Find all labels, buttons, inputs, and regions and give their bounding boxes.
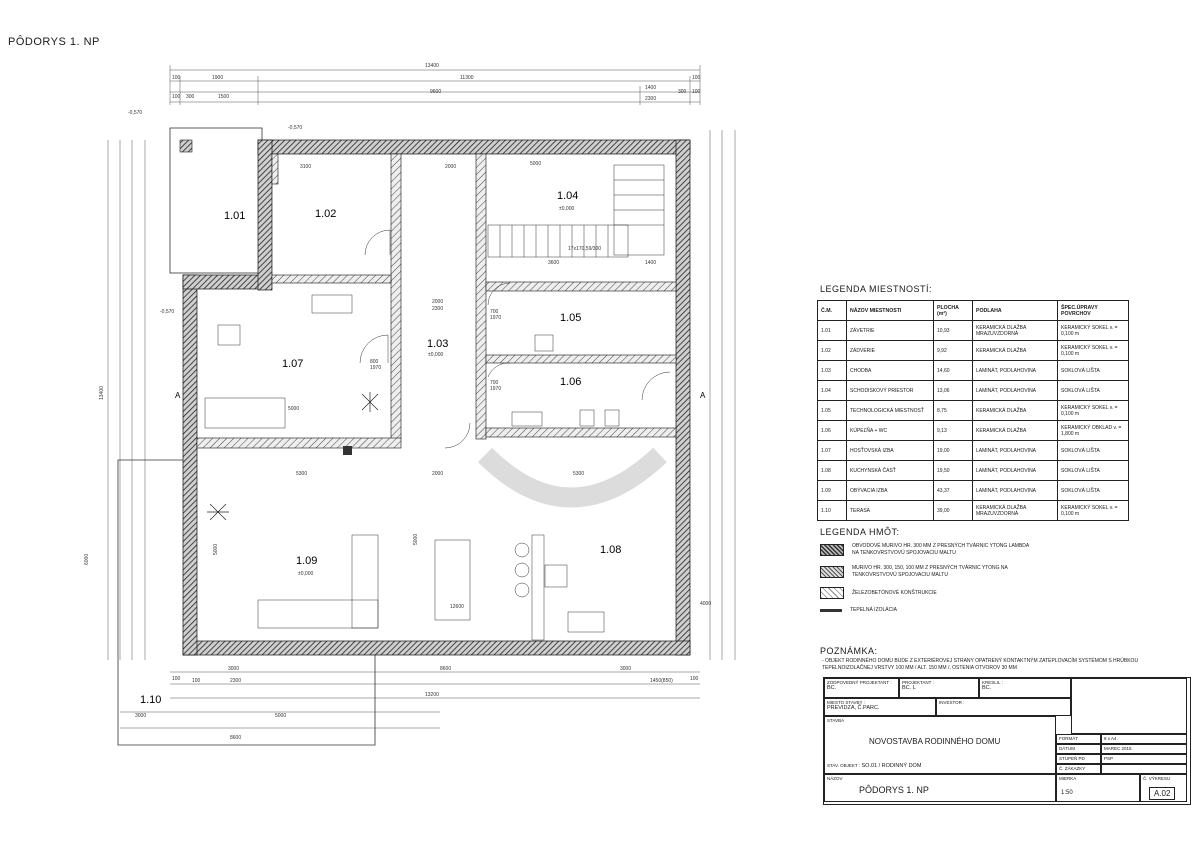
dim-top-r3-3: 9600 — [430, 89, 442, 95]
dim-top-r3-1: 300 — [186, 94, 195, 100]
legend-room-cell: SOKLOVÁ LIŠTA — [1058, 441, 1129, 461]
legend-room-cell: KERAMICKÝ SOKEL v. = 0,100 m — [1058, 321, 1129, 341]
legend-room-cell: LAMINÁT, PODLAHOVINA — [973, 461, 1058, 481]
dim-top-r2-1: 1900 — [212, 75, 224, 81]
level-mark-1: -0,570 — [288, 125, 303, 131]
material-interior-wall — [820, 565, 1140, 579]
tb-logo-box — [1071, 678, 1187, 734]
dim-bot-r2-2: 1450(850) — [650, 678, 673, 684]
material-label-1: MURIVO HR. 300, 150, 100 MM Z PRESNÝCH TVÁRNIC YTONG NA TENKOVRSTVOVÚ SPOJOVACIU MALTU — [852, 565, 1008, 578]
dim-bot-r1-4: 100 — [690, 676, 699, 682]
dim-top-r2-0: 100 — [172, 75, 181, 81]
legend-col-name: NÁZOV MIESTNOSTI — [847, 301, 934, 321]
dim-int-15: 6000 — [84, 553, 90, 565]
left-dimension-lines — [108, 140, 145, 660]
material-label-0: OBVODOVÉ MURIVO HR. 300 MM Z PRESNÝCH TVÁRNIC YTONG LAMBDA NA TENKOVRSTVOVÚ SPOJOVACIU MALTU — [852, 543, 1029, 556]
room-1-06: 1.06 — [560, 376, 582, 388]
legend-room-cell: LAMINÁT, PODLAHOVINA — [973, 381, 1058, 401]
legend-room-cell: 1.03 — [818, 361, 847, 381]
kitchen-sink — [568, 612, 604, 632]
dim-int-7: 5000 — [288, 406, 300, 412]
wc — [580, 410, 594, 426]
dim-bot-r1-3: 3000 — [620, 666, 632, 672]
dim-int-14: 4000 — [700, 601, 712, 607]
bidet — [605, 410, 619, 426]
dim-bot-outer-2: 8600 — [230, 735, 242, 741]
legend-room-cell: LAMINÁT, PODLAHOVINA — [973, 361, 1058, 381]
room-1-07: 1.07 — [282, 358, 304, 370]
dim-int-10: 5300 — [573, 471, 585, 477]
material-insulation — [820, 607, 1140, 614]
dim-int-1: 2000 — [445, 164, 457, 170]
legend-room-row — [818, 501, 1129, 521]
room-1-03-level: ±0,000 — [428, 352, 444, 358]
legend-room-cell: 1.01 — [818, 321, 847, 341]
dim-int-6: 2300 — [432, 306, 444, 312]
tb-format-label: FORMÁT — [1059, 736, 1078, 741]
legend-room-cell: CHODBA — [847, 361, 934, 381]
legend-room-cell: OBÝVACIA IZBA — [847, 481, 934, 501]
tb-stupen-value: PSP — [1104, 756, 1114, 761]
dim-int-4: 1400 — [645, 260, 657, 266]
tb-nazov — [824, 774, 1056, 802]
dim-bot-r2-0: 100 — [192, 678, 201, 684]
legend-room-cell: HOSŤOVSKÁ IZBA — [847, 441, 934, 461]
tb-kreslil — [979, 678, 1071, 698]
washbasin — [512, 412, 542, 426]
bottom-dimension-lines — [120, 672, 700, 728]
legend-rooms-table — [817, 300, 1129, 521]
section-mark-right: A — [700, 391, 706, 400]
top-dimension-lines — [170, 65, 700, 105]
tb-kreslil-value: BC. — [982, 685, 992, 691]
legend-room-cell: LAMINÁT, PODLAHOVINA — [973, 481, 1058, 501]
tb-nazov-label: NÁZOV — [827, 776, 843, 781]
furniture — [205, 295, 622, 640]
tb-mierka-value: 1:50 — [1061, 790, 1073, 796]
legend-room-cell: 10,93 — [934, 321, 973, 341]
legend-col-area: PLOCHA (m²) — [934, 301, 973, 321]
legend-room-row — [818, 441, 1129, 461]
dim-bot-outer-1: 5000 — [275, 713, 287, 719]
dim-top-r3b: 2300 — [645, 96, 657, 102]
legend-col-finish: ŠPEC.ÚPRAVY POVRCHOV — [1058, 301, 1129, 321]
room-1-10: 1.10 — [140, 694, 162, 706]
tb-miesto — [824, 698, 936, 716]
dim-top-r2-3: 100 — [692, 75, 701, 81]
dim-int-11: 12600 — [450, 604, 464, 610]
legend-room-row — [818, 461, 1129, 481]
legend-room-cell: KERAMICKÝ OBKLAD v. = 1,800 m — [1058, 421, 1129, 441]
legend-materials — [820, 543, 1140, 622]
legend-rooms-table-wrap — [817, 300, 1129, 521]
tb-format-value-cell — [1101, 734, 1187, 744]
legend-room-row — [818, 381, 1129, 401]
legend-room-cell: KERAMICKÝ SOKEL v. = 0,100 m — [1058, 501, 1129, 521]
material-label-3: TEPELNÁ IZOLÁCIA — [850, 607, 897, 613]
legend-room-cell: SCHODISKOVÝ PRIESTOR — [847, 381, 934, 401]
dim-bot-outer-0: 3000 — [135, 713, 147, 719]
tb-stavba-label: STAVBA — [827, 718, 845, 723]
chimney — [343, 446, 352, 455]
legend-room-cell: 1.04 — [818, 381, 847, 401]
dim-int-0: 3100 — [300, 164, 312, 170]
tb-format-value: 8 x A4 — [1104, 736, 1117, 741]
tb-projektant-value: BC. L — [902, 685, 916, 691]
level-mark-0: -0,570 — [128, 110, 143, 116]
tb-stupen-label: STUPEŇ PD — [1059, 756, 1085, 761]
interior-wall-swatch — [820, 566, 844, 578]
level-mark-2: -0,570 — [160, 309, 175, 315]
legend-room-cell: 1.02 — [818, 341, 847, 361]
room-1-01: 1.01 — [224, 210, 246, 222]
legend-room-cell: KERAMICKÝ SOKEL v. = 0,100 m — [1058, 341, 1129, 361]
material-concrete — [820, 587, 1140, 599]
tb-kreslil-label: KRESLIL : — [982, 680, 1003, 685]
legend-room-row — [818, 341, 1129, 361]
sheet-title: PÔDORYS 1. NP — [8, 36, 100, 48]
dim-int-9: 2000 — [432, 471, 444, 477]
room-1-03: 1.03 — [427, 338, 449, 350]
tb-nazov-value: PÔDORYS 1. NP — [859, 785, 929, 795]
stair-label: 17x170,59/300 — [568, 246, 602, 252]
dim-top-r3-2: 1500 — [218, 94, 230, 100]
dim-top-overall: 13400 — [425, 63, 439, 69]
note-text: - OBJEKT RODINNÉHO DOMU BUDE Z EXTERIÉROVEJ STRANY OPATRENÝ KONTAKTNÝM ZATEPLOVACÍM SYSTÉMOM S HRÚBKOU TEPELNOIZOLAČNEJ VRSTVY 100 MM / ALT. 150 MM /, OSTENIA OTVOROV 30 MM — [822, 658, 1139, 671]
sofa-1-09 — [258, 600, 378, 628]
legend-room-row — [818, 421, 1129, 441]
tb-stavba-value: NOVOSTAVBA RODINNÉHO DOMU — [869, 737, 1001, 746]
door-h-2: 1970 — [490, 386, 502, 392]
bed-1-07 — [205, 398, 285, 428]
sofa-side-1-09 — [352, 535, 378, 628]
room-1-08: 1.08 — [600, 544, 622, 556]
legend-room-cell: 1.05 — [818, 401, 847, 421]
tb-stupen-label-cell — [1056, 754, 1101, 764]
door-w-2: 700 — [490, 380, 499, 386]
dim-top-r3-5: 300 — [678, 89, 687, 95]
legend-room-row — [818, 361, 1129, 381]
door-h-1: 1970 — [490, 315, 502, 321]
legend-rooms-title: LEGENDA MIESTNOSTÍ: — [820, 284, 933, 294]
room-1-04: 1.04 — [557, 190, 579, 202]
note-title: POZNÁMKA: — [820, 646, 878, 656]
legend-room-cell: ZÁVETRIE — [847, 321, 934, 341]
tb-miesto-label: MIESTO STAVBY : — [827, 700, 865, 705]
tb-zodpovedny-value: BC. — [827, 685, 837, 691]
title-block — [823, 677, 1191, 805]
tb-projektant-label: PROJEKTANT : — [902, 680, 934, 685]
exterior-wall-swatch — [820, 544, 844, 556]
tb-vykres-value: A.02 — [1149, 787, 1175, 800]
legend-room-cell: 19,50 — [934, 461, 973, 481]
legend-room-row — [818, 401, 1129, 421]
legend-room-cell: SOKLOVÁ LIŠTA — [1058, 381, 1129, 401]
tb-datum-value: MAREC 2015 — [1104, 746, 1132, 751]
desk-chair-1-07 — [218, 325, 240, 345]
dim-bot-r1-1: 3000 — [228, 666, 240, 672]
dim-top-r3-4: 1400 — [645, 85, 657, 91]
tb-zakazky-label-cell — [1056, 764, 1101, 774]
legend-room-cell: 1.07 — [818, 441, 847, 461]
room-1-09: 1.09 — [296, 555, 318, 567]
legend-room-cell: KERAMICKÁ DLAŽBA — [973, 421, 1058, 441]
tb-stav-objekt-value: SO.01 / RODINNÝ DOM — [861, 763, 922, 769]
legend-room-cell: 1.09 — [818, 481, 847, 501]
material-exterior-wall — [820, 543, 1140, 557]
tb-zakazky-value-cell — [1101, 764, 1187, 774]
legend-room-cell: 1.10 — [818, 501, 847, 521]
tb-format-label-cell — [1056, 734, 1101, 744]
room-1-05: 1.05 — [560, 312, 582, 324]
right-dimension-lines — [710, 130, 735, 660]
dim-int-2: 5000 — [530, 161, 542, 167]
legend-room-cell: KERAMICKÁ DLAŽBA MRAZUVZDORNÁ — [973, 321, 1058, 341]
legend-materials-title: LEGENDA HMÔT: — [820, 527, 900, 537]
dim-int-5: 2000 — [432, 299, 444, 305]
legend-room-cell: ZÁDVERIE — [847, 341, 934, 361]
legend-room-cell: 19,00 — [934, 441, 973, 461]
material-label-2: ŽELEZOBETÓNOVÉ KONŠTRUKCIE — [852, 589, 937, 596]
tb-miesto-value: PREVIDZA, Č.PARC. — [827, 705, 880, 711]
tb-investor-label: INVESTOR : — [939, 700, 965, 705]
wardrobe — [312, 295, 352, 313]
door-w-0: 800 — [370, 359, 379, 365]
tech-sink — [535, 335, 553, 351]
legend-room-cell: KERAMICKÝ SOKEL v. = 0,100 m — [1058, 401, 1129, 421]
tb-zodpovedny — [824, 678, 899, 698]
tb-stavba — [824, 716, 1056, 774]
tb-mierka-label: MIERKA — [1059, 776, 1077, 781]
legend-room-cell: KERAMICKÁ DLAŽBA MRAZUVZDORNÁ — [973, 501, 1058, 521]
legend-room-cell: SOKLOVÁ LIŠTA — [1058, 361, 1129, 381]
door-h-0: 1970 — [370, 365, 382, 371]
legend-room-cell: 39,00 — [934, 501, 973, 521]
legend-room-row — [818, 321, 1129, 341]
dim-bot-r1-2: 8600 — [440, 666, 452, 672]
dim-bot-r2-1: 2300 — [230, 678, 242, 684]
legend-room-cell: KERAMICKÁ DLAŽBA — [973, 341, 1058, 361]
section-mark-left: A — [175, 391, 181, 400]
kitchen-island — [532, 535, 544, 640]
tb-stupen-value-cell — [1101, 754, 1187, 764]
dim-left-overall: 13400 — [99, 386, 105, 400]
legend-room-cell: 1.06 — [818, 421, 847, 441]
legend-room-cell: 14,60 — [934, 361, 973, 381]
legend-room-cell: TECHNOLOGICKÁ MIESTNOSŤ — [847, 401, 934, 421]
staircase — [488, 165, 664, 257]
legend-col-floor: PODLAHA — [973, 301, 1058, 321]
room-1-09-level: ±0,000 — [298, 571, 314, 577]
tb-stav-objekt-label: STAV. OBJEKT : — [827, 763, 861, 768]
legend-room-cell: SOKLOVÁ LIŠTA — [1058, 461, 1129, 481]
legend-room-cell: 9,92 — [934, 341, 973, 361]
dim-int-13: 5000 — [413, 533, 419, 545]
legend-room-cell: LAMINÁT, PODLAHOVINA — [973, 441, 1058, 461]
dim-top-r3-6: 100 — [692, 89, 701, 95]
concrete-swatch — [820, 587, 844, 599]
room-1-04-level: ±0,000 — [559, 206, 575, 212]
legend-room-cell: KUCHYNSKÁ ČASŤ — [847, 461, 934, 481]
tb-vykres-label: Č. VÝKRESU — [1143, 776, 1171, 781]
tb-datum-label: DÁTUM — [1059, 746, 1075, 751]
tb-projektant — [899, 678, 979, 698]
legend-room-cell: TERASA — [847, 501, 934, 521]
tb-zakazky-label: Č. ZÁKAZKY — [1059, 766, 1086, 771]
tb-investor — [936, 698, 1071, 716]
legend-room-cell: SOKLOVÁ LIŠTA — [1058, 481, 1129, 501]
legend-room-cell: 43,37 — [934, 481, 973, 501]
cooktop — [545, 565, 567, 587]
tb-datum-label-cell — [1056, 744, 1101, 754]
insulation-swatch — [820, 609, 842, 612]
tb-datum-value-cell — [1101, 744, 1187, 754]
dim-bot-r1-0: 100 — [172, 676, 181, 682]
legend-col-cm: Č.M. — [818, 301, 847, 321]
legend-room-cell: KÚPEĽŇA + WC — [847, 421, 934, 441]
dim-int-8: 5300 — [296, 471, 308, 477]
legend-room-row — [818, 481, 1129, 501]
room-1-02: 1.02 — [315, 208, 337, 220]
door-swings — [360, 230, 670, 448]
legend-room-cell: 9,13 — [934, 421, 973, 441]
tb-mierka — [1056, 774, 1140, 802]
door-w-1: 700 — [490, 309, 499, 315]
legend-room-cell: KERAMICKÁ DLAŽBA — [973, 401, 1058, 421]
legend-header-row — [818, 301, 1129, 321]
dim-top-r2-2: 11300 — [460, 75, 474, 81]
legend-room-cell: 8,75 — [934, 401, 973, 421]
dim-int-12: 5000 — [213, 543, 219, 555]
legend-room-cell: 13,06 — [934, 381, 973, 401]
dim-int-3: 3600 — [548, 260, 560, 266]
dim-top-r3-0: 100 — [172, 94, 181, 100]
tb-vykres — [1140, 774, 1187, 802]
legend-room-cell: 1.08 — [818, 461, 847, 481]
tb-zodpovedny-label: ZODPOVEDNÝ PROJEKTANT : — [827, 680, 892, 685]
dim-bot-overall: 13200 — [425, 692, 439, 698]
